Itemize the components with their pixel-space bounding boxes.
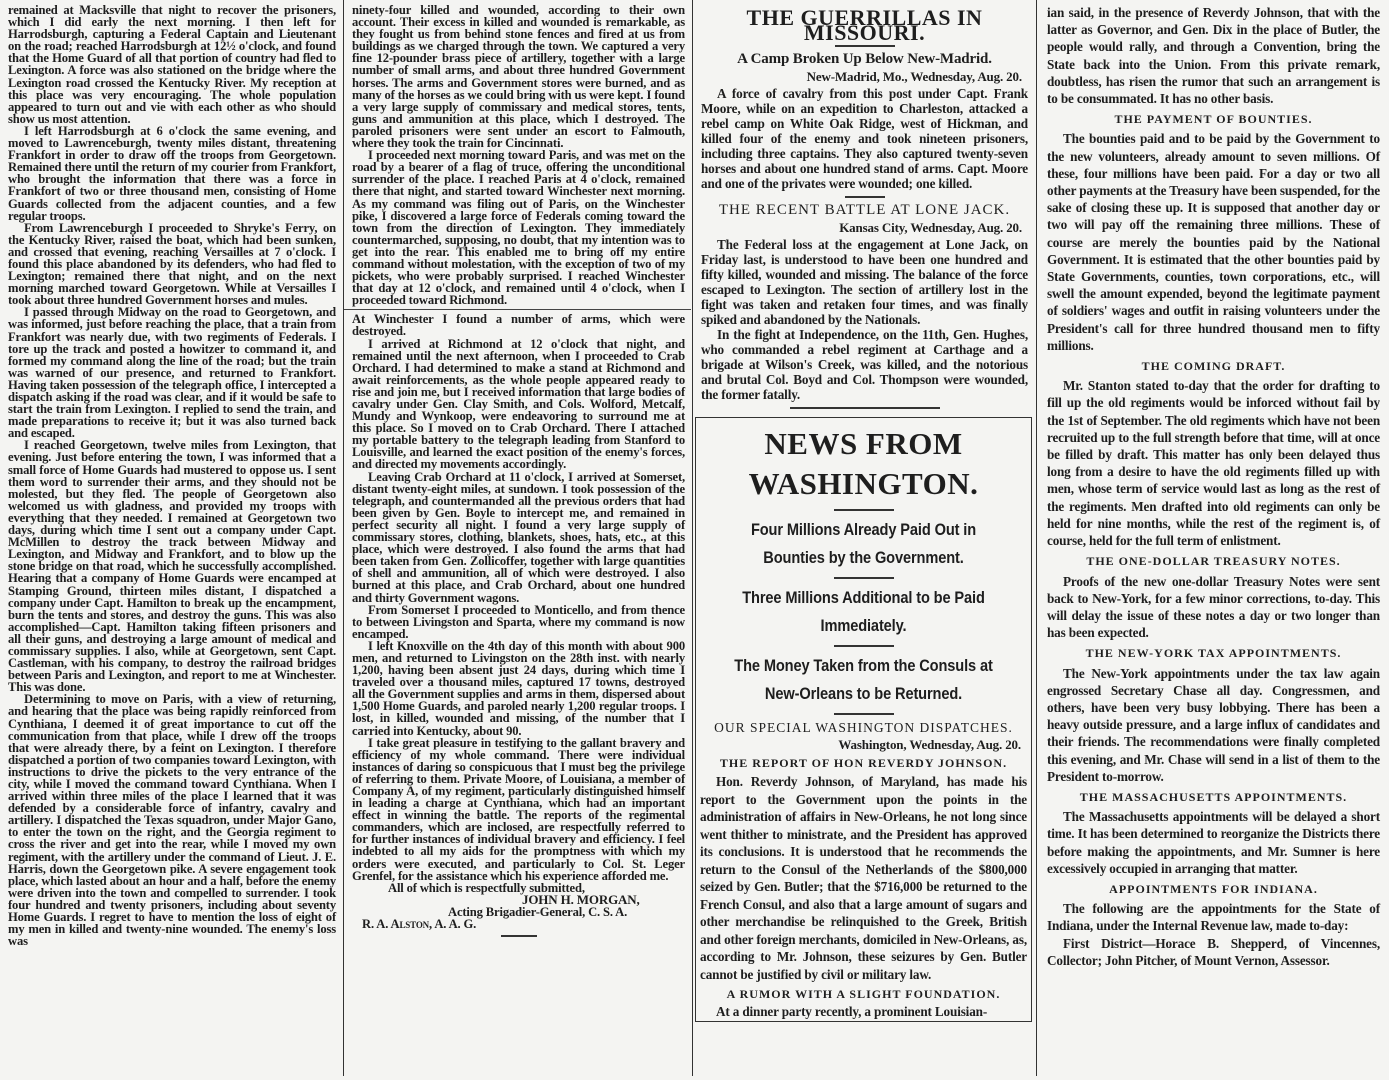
- rule: [834, 713, 894, 715]
- article-paragraph: remained at Macksville that night to recover the prisoners, which I did early the next morning. I then left for Harrodsburgh, capturing a Federal Captain and Lieutenant on the road; reached Harrodsburgh at 12½ o'clock, and found that the Home Guard of all that portion of country had fled to Lexington. A force was also stationed on the bridge where the Lexington road crossed the Kentucky River. My reception at this place was very encouraging. The whole population appeared to turn out and vie with each other as who should show us most attention.: [8, 3, 336, 126]
- deck-three-millions: Three Millions Additional to be Paid Immediately.: [742, 588, 985, 635]
- dateline: Washington, Wednesday, Aug. 20.: [838, 737, 1021, 752]
- rule: [834, 577, 894, 579]
- column-4: [1036, 0, 1384, 1076]
- headline-guerrillas: THE GUERRILLAS IN MISSOURI.: [746, 5, 983, 45]
- article-paragraph: At a dinner party recently, a prominent Louisian-: [716, 1004, 988, 1019]
- signature-name: JOHN H. MORGAN,: [522, 891, 640, 907]
- dateline: Kansas City, Wednesday, Aug. 20.: [839, 220, 1022, 235]
- section-head-treasury-notes: THE ONE-DOLLAR TREASURY NOTES.: [1086, 554, 1341, 569]
- article-paragraph: I take great pleasure in testifying to the gallant bravery and efficiency of my whole command. There were individual instances of daring so conspicuous that I must beg the privilege of referring to them. Private Moore, of Louisiana, a member of Company A, of my regiment, particularly distinguished himself in leading a charge at Cynthiana, which had an important effect in winning the battle. The reports of the regimental commanders, which are inclosed, are respectfully referred to for further instances of individual bravery and efficiency. I feel indebted to all my aids for the promptness with which my orders were executed, and particularly to Col. St. Leger Grenfel, for the assistance which his experience afforded me.: [352, 735, 685, 883]
- rule: [835, 45, 895, 47]
- rule: [790, 407, 940, 409]
- headline-washington: NEWS FROM WASHINGTON.: [748, 426, 979, 501]
- headline-lone-jack: THE RECENT BATTLE AT LONE JACK.: [718, 202, 1011, 218]
- article-paragraph: At Winchester I found a number of arms, which were destroyed.: [352, 312, 685, 339]
- rule: [845, 196, 885, 198]
- rule: [834, 509, 894, 511]
- signature-block: [352, 882, 685, 930]
- article-paragraph: The bounties paid and to be paid by the Government to the new volunteers, already amount to seven millions. Of these, four millions have been paid. For a day or two all other payments at the Treasury have been suspended, for the sake of closing these up. It is supposed that another day or two will pay off the remaining three millions. These of course are merely the bounties paid by the National Government. It is estimated that the other bounties paid by State Governments, counties, town corporations, etc., will swell the amount expended, beyond the legitimate payment of soldiers' wages and outfit in raising volunteers under the President's call for three hundred thousand men to fifty millions.: [1047, 131, 1380, 353]
- section-head-bounties: THE PAYMENT OF BOUNTIES.: [1114, 112, 1313, 127]
- article-paragraph: ian said, in the presence of Reverdy Johnson, that with the latter as Governor, and Gen. Dix in the place of Butler, the people would rally, and through a Convention, bring the State back into the Union. From this private remark, doubtless, has risen the rumor that such an arrangement is to be consummated. It has no other basis.: [1047, 5, 1380, 107]
- section-head-indiana: APPOINTMENTS FOR INDIANA.: [1109, 881, 1318, 896]
- article-paragraph: The New-York appointments under the tax law again engrossed Secretary Chase all day. Congressmen, and others, have been very busy lobbying. There has been a heavy outside pressure, and a large influx of candidates and their friends. The recommendations were finally completed this evening, and Mr. Chase will send in a list of them to the President to-morrow.: [1047, 665, 1380, 784]
- washington-news-box: [695, 417, 1032, 1022]
- article-paragraph: I passed through Midway on the road to Georgetown, and was informed, just before reaching the place, that a train from Frankfort was nearly due, with two regiments of Federals. I tore up the track and posted a howitzer to command it, and formed my command along the line of the road; but the train was warned of our presence, and returned to Frankfort. Having taken possession of the telegraph office, I intercepted a dispatch asking if the road was clear, and if it would be safe to start the train from Lexington. I replied to send the train, and made preparations to receive it; but it was also turned back and escaped.: [8, 305, 336, 441]
- dateline: New-Madrid, Mo., Wednesday, Aug. 20.: [806, 69, 1022, 84]
- article-paragraph: Determining to move on Paris, with a view of returning, and hearing that the place was being rapidly reinforced from Cynthiana, I deemed it of great importance to cut off the communication from that place, while I drew off the troops that were already there, by a feint on Lexington. I therefore dispatched a portion of two companies toward Lexington, with instructions to drive the pickets to the very entrance of the city, while I moved the command toward Cynthiana. When I arrived within three miles of the place I learned that it was defended by a considerable force of infantry, cavalry and artillery. I dispatched the Texas squadron, under Major Gano, to enter the town on the right, and the Georgia regiment to cross the river and get into the rear, while I moved my own regiment, with the artillery under the command of Lieut. J. E. Harris, down the Georgetown pike. A severe engagement took place, which lasted about an hour and a half, before the enemy were driven into the town and compelled to surrender. I took four hundred and twenty prisoners, including about seventy Home Guards. I regret to have to mention the loss of eight of my men in killed and twenty-nine wounded. The enemy's loss was: [8, 692, 336, 949]
- clipping-divider: [344, 309, 691, 310]
- column-3: [692, 0, 1034, 1076]
- article-paragraph: The Massachusetts appointments will be delayed a short time. It has been determined to reorganize the Districts there before making the appointments, and Mr. Sumner is here excessively occupied in arranging that matter.: [1047, 809, 1381, 876]
- end-rule: [501, 935, 537, 937]
- signature-title: Acting Brigadier-General, C. S. A.: [448, 904, 628, 919]
- article-paragraph: A force of cavalry from this post under Capt. Frank Moore, while on an expedition to Charleston, attacked a rebel camp on White Oak Ridge, west of Hickman, and killed four of the enemy and took nineteen prisoners, including three captains. They also captured twenty-seven horses and about one hundred stand of arms. Capt. Moore and one of the privates were wounded; one killed.: [701, 86, 1028, 191]
- article-paragraph: Leaving Crab Orchard at 11 o'clock, I arrived at Somerset, distant twenty-eight miles, at sundown. I took possession of the telegraph, and countermanded all the previous orders that had been given by Gen. Boyle to intercept me, and remained in perfect security all night. I found a very large supply of commissary stores, clothing, blankets, shoes, hats, etc., at this place, which were destroyed. I also found the arms that had been taken from Gen. Zollicoffer, together with large quantities of shell and ammunition, all of which were destroyed. I also burned at this place, and Crab Orchard, about one hundred and thirty Government wagons.: [352, 469, 685, 605]
- article-paragraph: Proofs of the new one-dollar Treasury Notes were sent back to New-York, for a few minor corrections, to-day. This will delay the issue of these notes a day or two longer than has been expected.: [1047, 573, 1380, 641]
- rule: [834, 645, 894, 647]
- dispatch-head: OUR SPECIAL WASHINGTON DISPATCHES.: [714, 720, 1013, 735]
- deck-consuls: The Money Taken from the Consuls at New-Orleans to be Returned.: [734, 656, 993, 703]
- article-paragraph: The following are the appointments for the State of Indiana, under the Internal Revenue law, made to-day:: [1047, 901, 1380, 934]
- column-1-morgan-report: [6, 0, 340, 947]
- article-paragraph: I arrived at Richmond at 12 o'clock that night, and remained until the next afternoon, when I proceeded to Crab Orchard. I had determined to make a stand at Richmond and await reinforcements, as the whole people appeared ready to rise and join me, but I received information that large bodies of cavalry under Gen. Clay Smith, and Cols. Wolford, Metcalf, Mundy and Wynkoop, were endeavoring to surround me at this place. So I moved on to Crab Orchard. There I attached my portable battery to the telegraph leading from Stanford to Louisville, and learned the exact position of the enemy's forces, and directed my movements accordingly.: [352, 336, 685, 472]
- article-paragraph: I left Knoxville on the 4th day of this month with about 900 men, and returned to Livingston on the 28th inst. with nearly 1,200, having been absent just 24 days, during which time I traveled over a thousand miles, captured 17 towns, destroyed all the Government supplies and arms in them, dispersed about 1,500 Home Guards, and paroled nearly 1,200 regular troops. I lost, in killed, wounded and missing, of the number that I carried into Kentucky, about 90.: [352, 638, 685, 738]
- article-paragraph: Hon. Reverdy Johnson, of Maryland, has made his report to the Government upon the points in the administration of affairs in New-Orleans, he not long since went thither to ministrate, and the President has approved its conclusions. It is understood that he recommends the return to the Consul of the Netherlands of the $800,000 seized by Gen. Butler; that the $716,000 be returned to the French Consul, and also that a large amount of sugars and other merchandise be relinquished to the Greek, British and other foreign merchants, domiciled in New-Orleans, as, according to Mr. Johnson, these seizures by Gen. Butler cannot be justified by civil or military law.: [700, 774, 1027, 982]
- first-district-line: First District—Horace B. Shepperd, of Vincennes, Collector; John Pitcher, of Mount Vernon, Assessor.: [1047, 935, 1380, 968]
- subhead-camp: A Camp Broken Up Below New-Madrid.: [737, 51, 992, 67]
- signature-attest: R. A. Alston, A. A. G.: [362, 917, 477, 932]
- signature-closing: All of which is respectfully submitted,: [388, 880, 585, 895]
- article-paragraph: From Somerset I proceeded to Monticello, and from thence to between Livingston and Sparta, where my command is now encamped.: [352, 602, 685, 641]
- article-paragraph: I left Harrodsburgh at 6 o'clock the same evening, and moved to Lawrenceburgh, twenty miles distant, threatening Frankfort in order to draw off the troops from Georgetown. Remained there until the return of my courier from Frankfort, who brought the information that there was a force in Frankfort of two or three thousand men, consisting of Home Guards collected from the adjacent counties, and a few regular troops.: [8, 123, 336, 223]
- section-head-draft: THE COMING DRAFT.: [1141, 359, 1286, 374]
- column-2-morgan-report-cont: [343, 0, 691, 1076]
- article-paragraph: In the fight at Independence, on the 11th, Gen. Hughes, who commanded a rebel regiment at Carthage and a brigade at Wilson's Creek, was killed, and the notorious and brutal Col. Boyd and Col. Thompson were wounded, the former fatally.: [701, 327, 1028, 402]
- section-head-rumor: A RUMOR WITH A SLIGHT FOUNDATION.: [726, 987, 1001, 1001]
- section-head-ny-tax: THE NEW-YORK TAX APPOINTMENTS.: [1085, 646, 1342, 661]
- article-paragraph: The Federal loss at the engagement at Lone Jack, on Friday last, is understood to have been one hundred and fifty killed, wounded and missing. The balance of the force escaped to Lexington. The section of artillery lost in the fight was taken and retaken four times, and was finally spiked and abandoned by the Nationals.: [701, 237, 1028, 327]
- article-paragraph: From Lawrenceburgh I proceeded to Shryke's Ferry, on the Kentucky River, raised the boat, which had been sunken, and crossed that evening, reaching Versailles at 7 o'clock. I found this place abandoned by its defenders, who had fled to Lexington; remained there that night, and on the next morning marched toward Georgetown. While at Versailles I took about three hundred Government horses and mules.: [8, 220, 336, 308]
- deck-bounties: Four Millions Already Paid Out in Bounties by the Government.: [750, 520, 977, 567]
- article-paragraph: ninety-four killed and wounded, according to their own account. Their excess in killed and wounded is remarkable, as they fought us from behind stone fences and fired at us from buildings as we charged through the town. We captured a very fine 12-pounder brass piece of artillery, together with a large number of small arms, and about three hundred Government horses. The arms and Government stores were burned, and as many of the horses as we could bring with us were kept. I found a very large supply of commissary and medical stores, tents, guns and ammunition at this place, which I destroyed. The paroled prisoners were sent under an escort to Falmouth, where they took the train for Cincinnati.: [352, 3, 685, 151]
- article-paragraph: I reached Georgetown, twelve miles from Lexington, that evening. Just before entering the town, I was informed that a small force of Home Guards had mustered to oppose us. I sent them word to surrender their arms, and they should not be molested, but they fled. The people of Georgetown also welcomed us with gladness, and provided my troops with everything that they needed. I remained at Georgetown two days, during which time I sent out a company under Capt. McMillen to destroy the track between Midway and Lexington, and Midway and Frankfort, and to blow up the stone bridge on that road, which he successfully accomplished. Hearing that a company of Home Guards were encamped at Stamping Ground, thirteen miles distant, I dispatched a company under Capt. Hamilton to break up the encampment, burn the tents and stores, and destroy the guns. This was also accomplished—Capt. Hamilton taking fifteen prisoners and all their guns, and destroying a large amount of medical and commissary supplies. I also, while at Georgetown, sent Capt. Castleman, with his company, to destroy the railroad bridges between Paris and Lexington, and report to me at Winchester. This was done.: [8, 438, 336, 695]
- article-paragraph: I proceeded next morning toward Paris, and was met on the road by a bearer of a flag of truce, offering the unconditional surrender of the place. I reached Paris at 4 o'clock, remained there that night, and started toward Winchester next morning. As my command was filing out of Paris, on the Winchester pike, I discovered a large force of Federals coming toward the town from the direction of Lexington. They immediately countermarched, supposing, no doubt, that my intention was to get into the rear. This enabled me to bring off my entire command without molestation, with the exception of two of my pickets, who were probably surprised. I reached Winchester that day at 12 o'clock, and remained until 4 o'clock, when I proceeded toward Richmond.: [352, 148, 685, 308]
- article-paragraph: Mr. Stanton stated to-day that the order for drafting to fill up the old regiments would be inforced without fail by the 1st of September. The old regiments which have not been recruited up to the full strength before that time, will at once be filled by draft. This matter has only been delayed thus long from a desire to have the old regiments filled up with men, whose term of service would last as long as the rest of the regiments. Men drafted into old regiments can only be held for nine months, while the rest of the regiment is, of course, held for the full term of enlistment.: [1047, 378, 1380, 549]
- section-head-massachusetts: THE MASSACHUSETTS APPOINTMENTS.: [1079, 789, 1348, 804]
- section-head-report: THE REPORT OF HON REVERDY JOHNSON.: [719, 756, 1008, 770]
